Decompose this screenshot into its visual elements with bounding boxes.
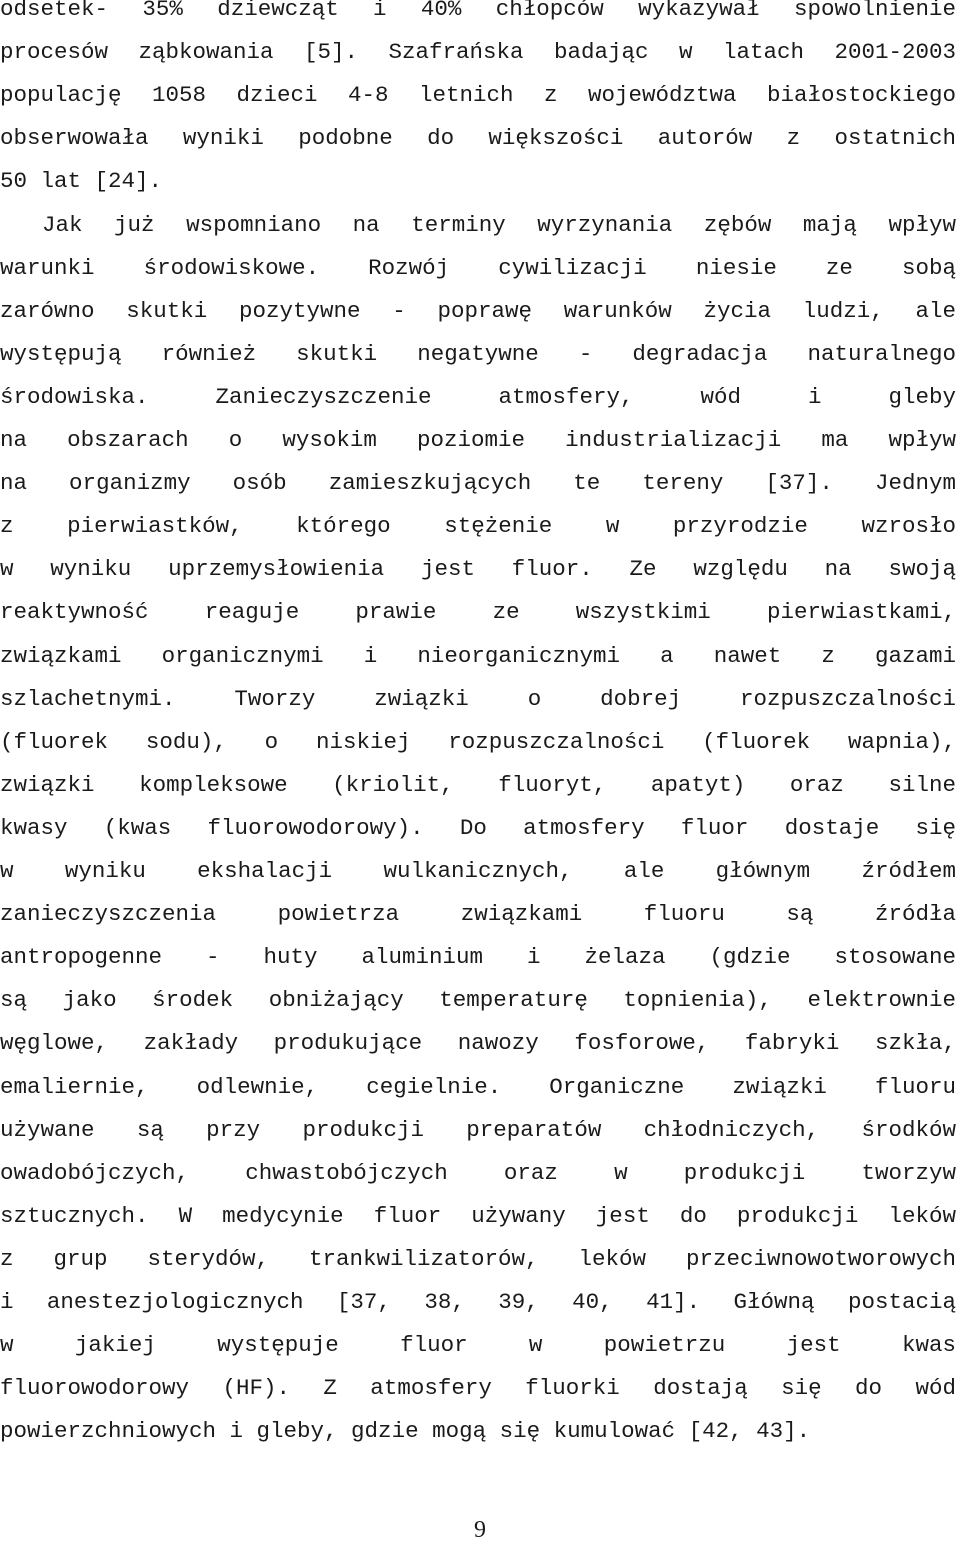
text-line: reaktywność reaguje prawie ze wszystkimi pierwiastkami, [0,599,956,626]
text-line: związki kompleksowe (kriolit, fluoryt, apatyt) oraz silne [0,771,956,798]
text-line: z grup sterydów, trankwilizatorów, leków przeciwnowotworowych [0,1245,956,1272]
text-line: kwasy (kwas fluorowodorowy). Do atmosfery fluor dostaje się [0,814,956,841]
text-line: sztucznych. W medycynie fluor używany jest do produkcji leków [0,1202,956,1229]
text-line: węglowe, zakłady produkujące nawozy fosforowe, fabryki szkła, [0,1030,956,1057]
text-line: z pierwiastków, którego stężenie w przyrodzie wzrosło [0,513,956,540]
text-line: odsetek- 35% dziewcząt i 40% chłopców wykazywał spowolnienie [0,0,956,22]
text-line: emaliernie, odlewnie, cegielnie. Organiczne związki fluoru [0,1073,956,1100]
paragraph-first-line: Jak już wspomniano na terminy wyrzynania zębów mają wpływ [42,211,956,238]
text-line: procesów ząbkowania [5]. Szafrańska badając w latach 2001-2003 [0,39,956,66]
text-line: obserwowała wyniki podobne do większości autorów z ostatnich [0,125,956,152]
text-line: warunki środowiskowe. Rozwój cywilizacji niesie ze sobą [0,254,956,281]
text-line: związkami organicznymi i nieorganicznymi a nawet z gazami [0,642,956,669]
text-line: i anestezjologicznych [37, 38, 39, 40, 41]. Główną postacią [0,1289,956,1315]
text-line: są jako środek obniżający temperaturę topnienia), elektrownie [0,987,956,1014]
text-line: na obszarach o wysokim poziomie industrializacji ma wpływ [0,427,956,453]
text-line: (fluorek sodu), o niskiej rozpuszczalności (fluorek wapnia), [0,728,956,755]
text-line: w wyniku ekshalacji wulkanicznych, ale głównym źródłem [0,858,956,884]
text-line: na organizmy osób zamieszkujących te tereny [37]. Jednym [0,470,956,497]
text-line: zanieczyszczenia powietrza związkami fluoru są źródła [0,901,956,928]
text-line: fluorowodorowy (HF). Z atmosfery fluorki dostają się do wód [0,1375,956,1402]
text-line: antropogenne - huty aluminium i żelaza (gdzie stosowane [0,944,956,971]
text-line: występują również skutki negatywne - degradacja naturalnego [0,340,956,367]
page-number: 9 [474,1517,486,1543]
text-line: szlachetnymi. Tworzy związki o dobrej rozpuszczalności [0,685,956,712]
text-line: 50 lat [24]. [0,168,163,195]
text-line: w jakiej występuje fluor w powietrzu jest kwas [0,1332,956,1359]
text-line: powierzchniowych i gleby, gdzie mogą się kumulować [42, 43]. [0,1418,811,1445]
text-line: używane są przy produkcji preparatów chłodniczych, środków [0,1116,956,1143]
text-line: zarówno skutki pozytywne - poprawę warunków życia ludzi, ale [0,297,956,324]
text-line: środowiska. Zanieczyszczenie atmosfery, wód i gleby [0,383,956,410]
text-line: w wyniku uprzemysłowienia jest fluor. Ze względu na swoją [0,556,956,583]
text-line: populację 1058 dzieci 4-8 letnich z województwa białostockiego [0,82,956,109]
text-line: owadobójczych, chwastobójczych oraz w produkcji tworzyw [0,1159,956,1186]
